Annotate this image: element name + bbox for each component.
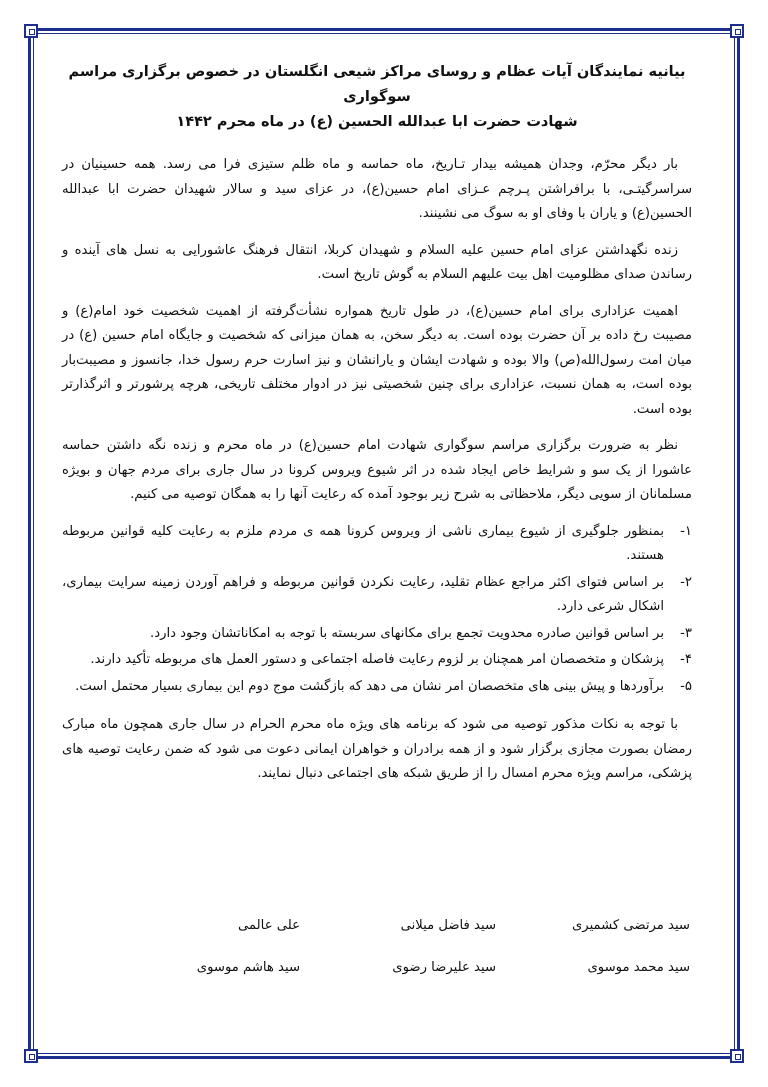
list-item-text: بر اساس فتوای اکثر مراجع عظام تقلید، رعایت نکردن قوانین مربوطه و فراهم آوردن زمینه سرایت بیماری، اشکال شرعی دارد. <box>62 574 664 614</box>
list-item-text: پزشکان و متخصصان امر همچنان بر لزوم رعایت فاصله اجتماعی و دستور العمل های مربوطه تأکید دارند. <box>90 652 664 667</box>
title-line-2: شهادت حضرت ابا عبدالله الحسین (ع) در ماه محرم ۱۴۴۲ <box>176 114 578 130</box>
list-item-text: بمنظور جلوگیری از شیوع بیماری ناشی از ویروس کرونا همه ی مردم ملزم به رعایت کلیه قوانین مربوطه هستند. <box>62 523 664 563</box>
signature-name: سید محمد موسوی <box>587 960 690 975</box>
signatures-block <box>150 910 690 980</box>
border-corner-ornament <box>730 1049 744 1063</box>
list-item-number: ۱- <box>680 523 692 539</box>
title-line-1: بیانیه نمایندگان آیات عظام و روسای مراکز شیعی انگلستان در خصوص برگزاری مراسم سوگواری <box>68 64 686 105</box>
list-item-text: بر اساس قوانین صادره محدویت تجمع برای مکانهای سربسته با توجه به امکاناتشان وجود دارد. <box>150 625 664 641</box>
list-item <box>62 675 692 700</box>
signature-name: سید فاضل میلانی <box>400 918 496 933</box>
border-corner-ornament <box>730 24 744 38</box>
list-item <box>62 622 692 647</box>
list-item-number: ۳- <box>680 625 692 641</box>
list-item-number: ۴- <box>680 652 692 667</box>
list-item <box>62 648 692 673</box>
closing-paragraph: با توجه به نکات مذکور توصیه می شود که برنامه های ویژه ماه محرم الحرام در سال جاری همچون ماه مبارک رمضان بصورت مجازی برگزار شود و از همه برادران و خواهران ایمانی دعوت می شود که ضمن رعایت توصیه های پزشکی، مراسم ویژه محرم امسال را از طریق شبکه های اجتماعی دنبال نمایند. <box>62 717 692 781</box>
list-item <box>62 520 692 569</box>
list-item-text: برآوردها و پیش بینی های متخصصان امر نشان می دهد که بازگشت موج دوم این بیماری بسیار محتمل است. <box>75 678 664 694</box>
list-item <box>62 571 692 620</box>
document-title <box>62 60 692 135</box>
signature-name: سید هاشم موسوی <box>196 960 300 975</box>
border-corner-ornament <box>24 1049 38 1063</box>
list-item-number: ۲- <box>680 574 692 590</box>
recommendations-list <box>62 520 692 700</box>
border-corner-ornament <box>24 24 38 38</box>
paragraph-1: بار دیگر محرّم، وجدان همیشه بیدار تـاریخ، ماه حماسه و ماه ظلم ستیزی فرا می رسد. همه حسینیان در سراسرگیتـی، با برافراشتن پـرچم عـزای امام حسین(ع)، در عزای سید و سالار شهیدان حضرت ابا عبدالله الحسین(ع) و یاران با وفای او به سوگ می نشینند. <box>62 157 692 221</box>
paragraph-2: زنده نگهداشتن عزای امام حسین علیه السلام و شهیدان کربلا، انتقال فرهنگ عاشورایی به نسل های آینده و رساندن صدای مظلومیت اهل بیت علیهم السلام به گوش تاریخ است. <box>62 242 692 282</box>
paragraph-4: نظر به ضرورت برگزاری مراسم سوگواری شهادت امام حسین(ع) در ماه محرم و زنده نگه داشتن حماسه عاشورا از یک سو و شرایط خاص ایجاد شده در اثر شیوع ویروس کرونا در سال جاری برای مردم جهان و بویژه مسلمانان از سویی دیگر، ملاحظاتی به شرح زیر بوجود آمده که رعایت آنها را به همگان توصیه می کنیم. <box>62 438 692 502</box>
signature-name: سید علیرضا رضوی <box>392 960 496 975</box>
signature-name: علی عالمی <box>238 918 300 933</box>
signature-name: سید مرتضی کشمیری <box>571 918 690 933</box>
document-body <box>62 60 692 799</box>
list-item-number: ۵- <box>680 678 692 694</box>
paragraph-3: اهمیت عزاداری برای امام حسین(ع)، در طول تاریخ همواره نشأت‌گرفته از اهمیت شخصیت خود امام(ع) و مصیبت رخ داده بر آن حضرت بوده است. به دیگر سخن، به همان میزانی که شخصیت و جایگاه امام حسین (ع) در میان امت رسول‌الله(ص) والا بوده و شهادت ایشان و یارانشان و نیز اسارت حرم رسول خدا، جانسوز و مصیبت‌بار بوده است، به همان نسبت، عزاداری برای چنین شخصیتی نیز در ادوار مختلف تاریخی، هرچه پرشورتر و اثرگذارتر بوده است. <box>62 303 692 417</box>
